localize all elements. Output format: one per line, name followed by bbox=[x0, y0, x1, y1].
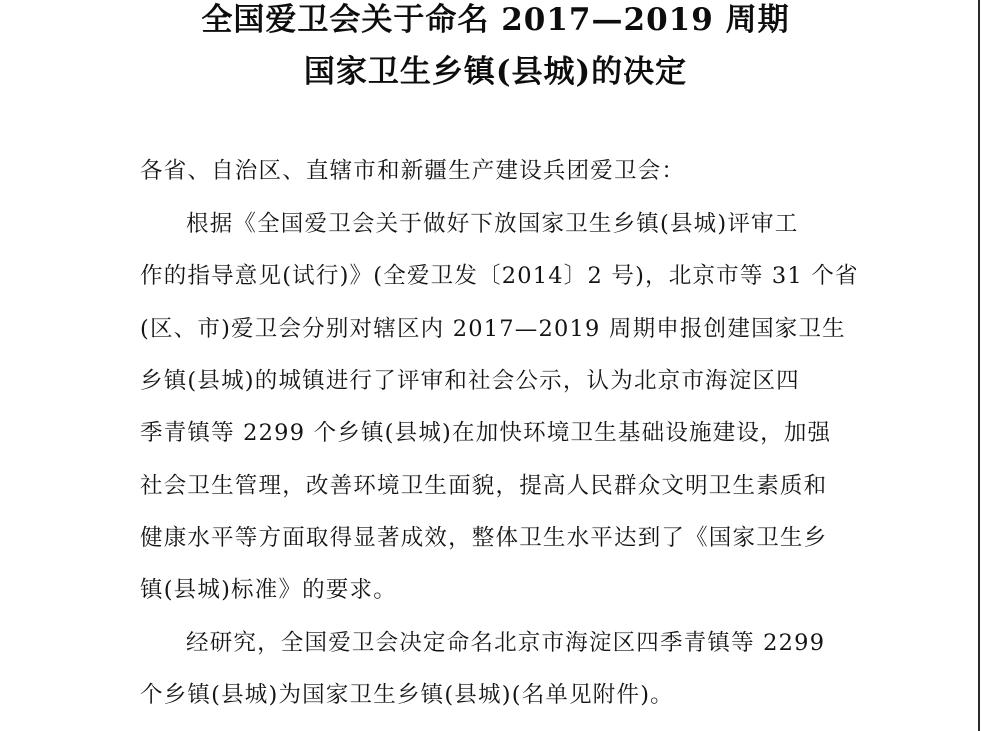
paragraph1-line-3: (区、市)爱卫会分别对辖区内 2017—2019 周期申报创建国家卫生 bbox=[140, 316, 846, 342]
paragraph2-line-1: 经研究，全国爱卫会决定命名北京市海淀区四季青镇等 2299 bbox=[186, 630, 826, 656]
salutation: 各省、自治区、直辖市和新疆生产建设兵团爱卫会： bbox=[140, 158, 686, 184]
paragraph1-line-6: 社会卫生管理，改善环境卫生面貌，提高人民群众文明卫生素质和 bbox=[140, 473, 828, 499]
document-title-line-2: 国家卫生乡镇(县城)的决定 bbox=[303, 54, 688, 90]
paragraph1-line-8: 镇(县城)标准》的要求。 bbox=[140, 577, 397, 603]
document-title-line-1: 全国爱卫会关于命名 2017—2019 周期 bbox=[201, 2, 790, 38]
paragraph1-line-1: 根据《全国爱卫会关于做好下放国家卫生乡镇(县城)评审工 bbox=[186, 211, 799, 237]
paragraph1-line-4: 乡镇(县城)的城镇进行了评审和社会公示，认为北京市海淀区四 bbox=[140, 368, 800, 394]
page-edge-line bbox=[978, 0, 980, 731]
paragraph2-line-2: 个乡镇(县城)为国家卫生乡镇(县城)(名单见附件)。 bbox=[140, 682, 674, 708]
paragraph1-line-7: 健康水平等方面取得显著成效，整体卫生水平达到了《国家卫生乡 bbox=[140, 525, 828, 551]
paragraph1-line-5: 季青镇等 2299 个乡镇(县城)在加快环境卫生基础设施建设，加强 bbox=[140, 420, 832, 446]
paragraph1-line-2: 作的指导意见(试行)》(全爱卫发〔2014〕2 号)，北京市等 31 个省 bbox=[140, 263, 859, 289]
